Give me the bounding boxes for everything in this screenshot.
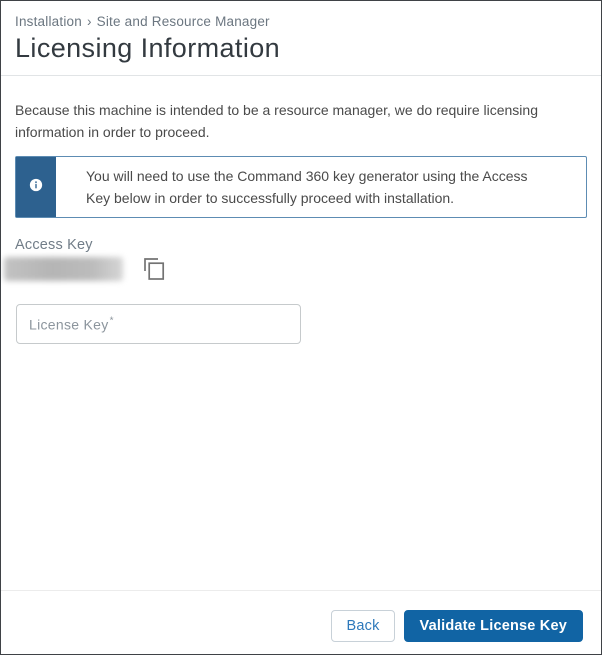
info-alert-stripe [16, 157, 56, 217]
breadcrumb-installation[interactable]: Installation [15, 14, 82, 29]
validate-license-key-button[interactable]: Validate License Key [404, 610, 583, 642]
access-key-masked-value [4, 257, 123, 281]
access-key-label: Access Key [15, 237, 93, 253]
info-alert-text: You will need to use the Command 360 key generator using the Access Key below in order to successfully proceed with installation. [86, 168, 528, 206]
page-header [1, 1, 601, 64]
copy-icon [143, 269, 166, 284]
back-button[interactable]: Back [331, 610, 394, 642]
license-key-input[interactable] [16, 304, 301, 344]
copy-access-key-button[interactable] [143, 257, 166, 281]
page-content [1, 1, 601, 590]
header-divider [1, 75, 601, 76]
intro-text: Because this machine is intended to be a resource manager, we do require licensing information in order to proceed. [15, 102, 538, 140]
license-key-field [16, 304, 301, 344]
info-icon [27, 176, 45, 199]
breadcrumb-separator: › [86, 14, 92, 29]
info-alert [15, 156, 587, 218]
page-title: Licensing Information [15, 33, 281, 63]
required-marker: * [109, 315, 114, 327]
footer-actions [1, 590, 601, 654]
license-key-placeholder: License Key* [29, 315, 114, 333]
breadcrumb-site-and-resource-manager[interactable]: Site and Resource Manager [96, 14, 270, 29]
breadcrumb [15, 14, 587, 29]
access-key-row [15, 257, 587, 281]
